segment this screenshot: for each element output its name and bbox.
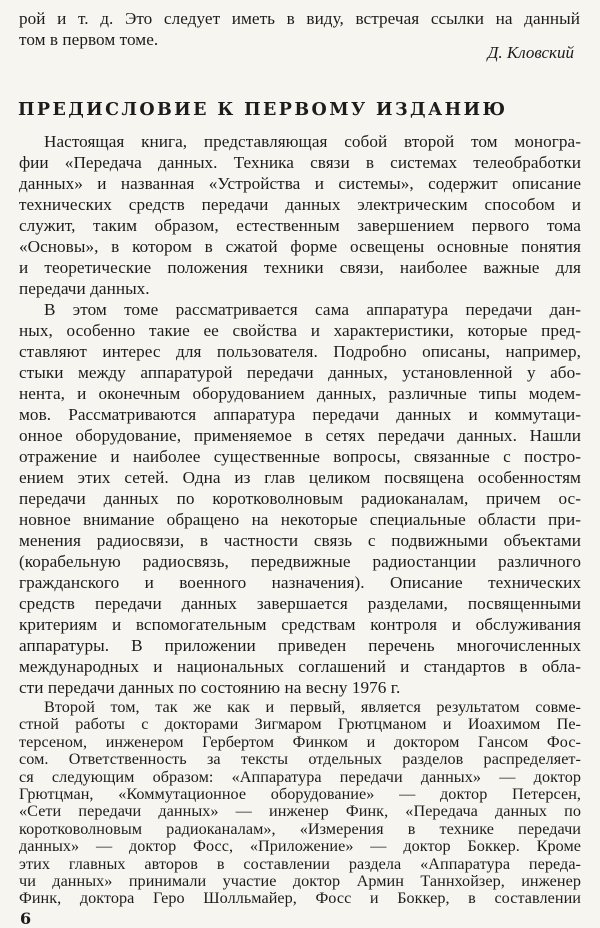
text-line: данных» и названная «Устройства и системы», содержит описание — [19, 174, 581, 193]
text-line: терсеном, инженером Гербертом Финком и доктором Гансом Фос- — [19, 732, 581, 751]
text-line: нента, и оконечным оборудованием данных, различные типы модем- — [19, 384, 581, 403]
text-line: передачи данных по коротковолновым радиоканалам, причем ос- — [19, 489, 581, 508]
text-line: передачи данных. — [19, 279, 150, 298]
text-line: новное внимание обращено на некоторые специальные области при- — [19, 510, 581, 529]
text-line: Второй том, так же как и первый, является результатом совме- — [44, 698, 581, 716]
text-line: международных и национальных соглашений и стандартов в обла- — [19, 657, 581, 676]
text-line: ставляют интерес для пользователя. Подробно описаны, например, — [19, 342, 581, 361]
text-line: отражение и наиболее существенные вопросы, связанные с постро- — [19, 447, 581, 466]
text-line: Грютцман, «Коммутационное оборудование» — доктор Петерсен, — [19, 785, 581, 803]
text-line: этих главных авторов в составлении раздела «Аппаратура переда- — [19, 854, 581, 873]
text-line: менения радиосвязи, в частности связь с подвижными объектами — [19, 531, 581, 550]
text-line: сом. Ответственность за тексты отдельных разделов распределяет- — [19, 750, 581, 769]
text-line: коротковолновым радиоканалам», «Измерения в технике передачи — [19, 819, 581, 838]
text-line: «Основы», в котором в сжатой форме освещены основные понятия — [19, 237, 581, 256]
text-line: том в первом томе. — [19, 30, 159, 49]
text-line: фии «Передача данных. Техника связи в системах телеобработки — [19, 153, 581, 172]
author-signature: Д. Кловский — [487, 43, 574, 62]
text-line: Настоящая книга, представляющая собой второй том моногра- — [44, 132, 581, 151]
text-line: В этом томе рассматривается сама аппаратура передачи дан- — [44, 300, 581, 319]
page-number: 6 — [20, 908, 32, 928]
text-line: средств передачи данных завершается разделами, посвященными — [19, 594, 581, 613]
text-line: и теоретические положения техники связи, наиболее важные для — [19, 258, 581, 277]
text-line: (корабельную радиосвязь, передвижные радиостанции различного — [19, 552, 581, 571]
text-line: ся следующим образом: «Аппаратура передачи данных» — доктор — [19, 767, 581, 786]
text-line: служит, таким образом, естественным завершением первого тома — [19, 216, 581, 235]
text-line: данных» — доктор Фосс, «Приложение» — доктор Боккер. Кроме — [19, 837, 581, 856]
text-line: ных, особенно такие ее свойства и характеристики, которые пред- — [19, 321, 581, 340]
text-line: сти передачи данных по состоянию на весну 1976 г. — [19, 678, 401, 697]
text-line: рой и т. д. Это следует иметь в виду, встречая ссылки на данный — [19, 9, 580, 28]
text-line: аппаратуры. В приложении приведен перечень многочисленных — [19, 636, 581, 655]
text-line: стной работы с докторами Зигмаром Грютцманом и Иоахимом Пе- — [19, 715, 581, 734]
text-line: стыки между аппаратурой передачи данных, установленной у або- — [19, 363, 581, 382]
section-heading: ПРЕДИСЛОВИЕ К ПЕРВОМУ ИЗДАНИЮ — [18, 100, 508, 120]
text-line: онное оборудование, применяемое в сетях передачи данных. Нашли — [19, 426, 581, 445]
text-line: технических средств передачи данных электрическим способом и — [19, 195, 581, 214]
text-line: критериям и вспомогательным средствам контроля и обслуживания — [19, 615, 581, 634]
text-line: «Сети передачи данных» — инженер Финк, «Передача данных по — [19, 802, 581, 821]
text-line: ением этих сетей. Одна из глав целиком посвящена особенностям — [19, 468, 581, 487]
text-line: Финк, доктора Геро Шолльмайер, Фосс и Боккер, в составлении — [19, 889, 581, 908]
text-line: мов. Рассматриваются аппаратура передачи данных и коммутаци- — [19, 405, 581, 424]
text-line: гражданского и военного назначения). Описание технических — [19, 573, 581, 592]
text-line: чи данных» принимали участие доктор Армин Таннхойзер, инженер — [19, 872, 581, 890]
